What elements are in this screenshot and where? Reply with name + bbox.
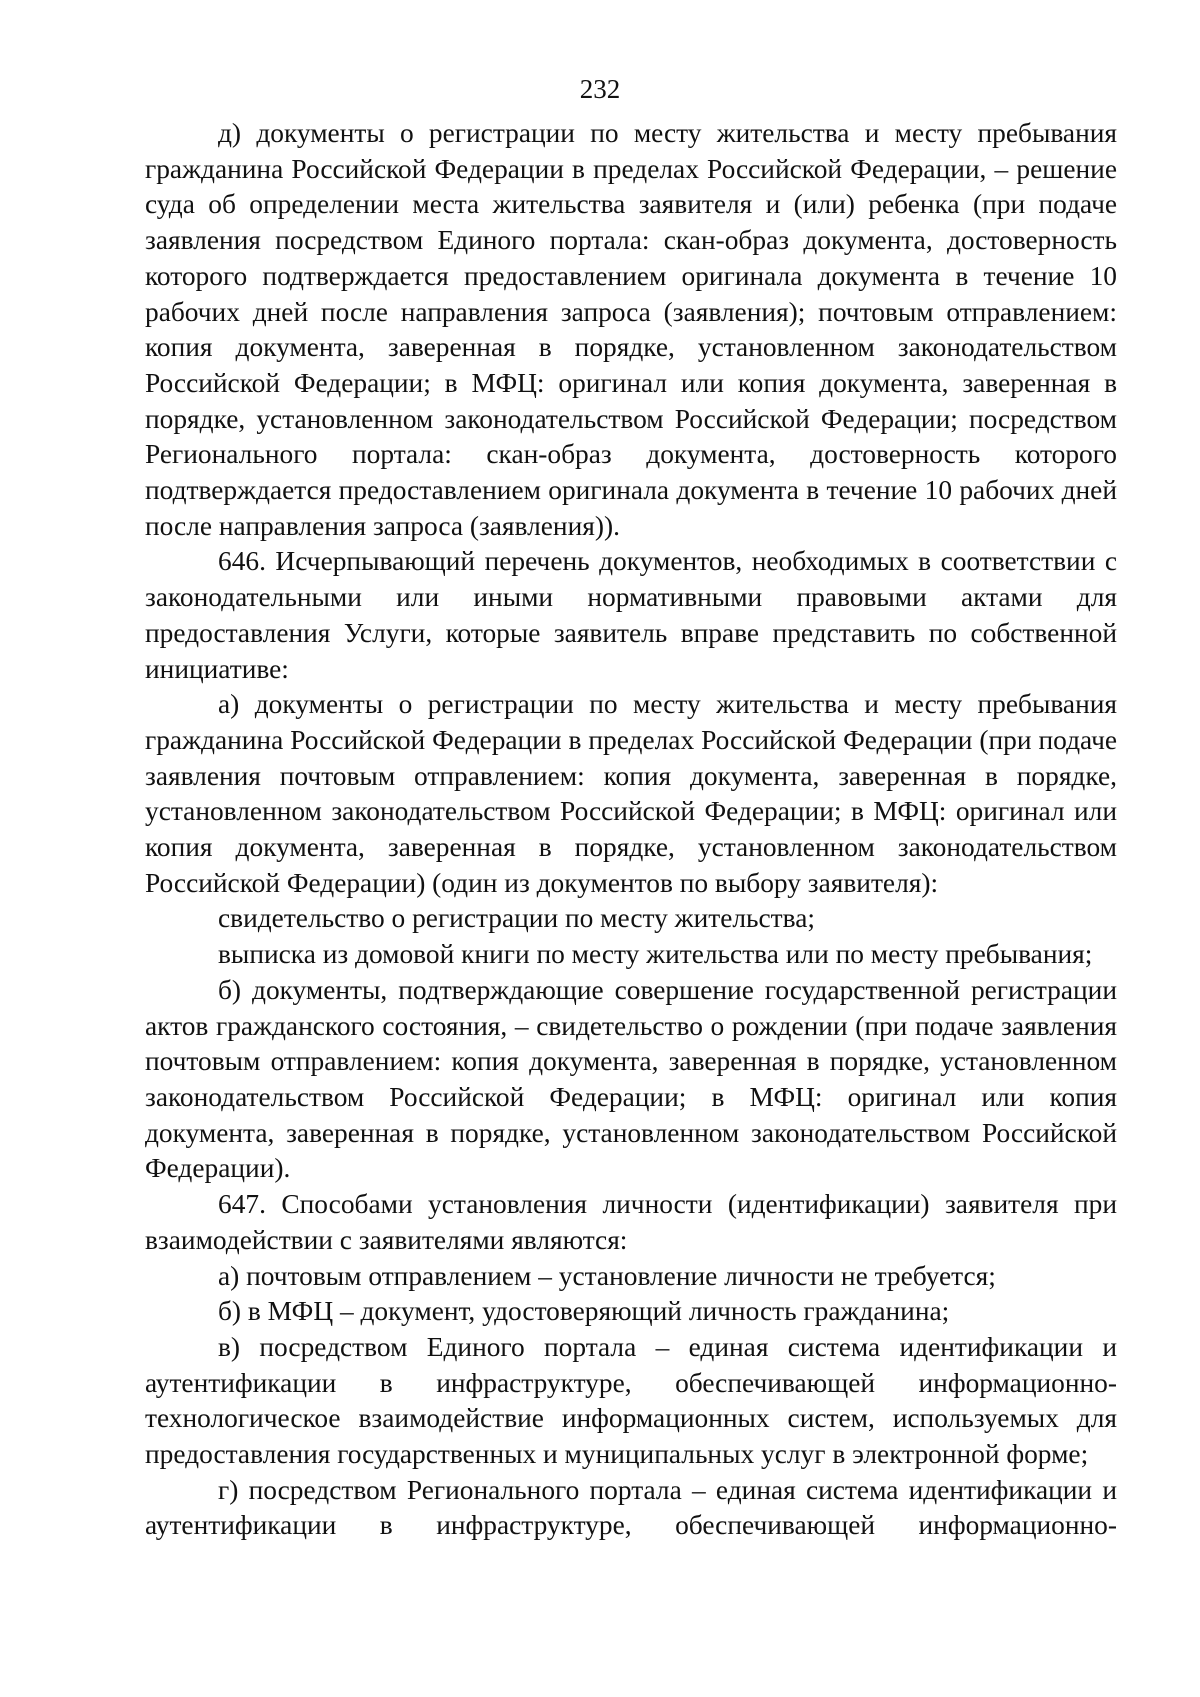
- list-item-postal: а) почтовым отправлением – установление личности не требуется;: [218, 1260, 996, 1291]
- page-number: 232: [579, 74, 621, 104]
- paragraph-646-document-list: 646. Исчерпывающий перечень документов, необходимых в соответствии с законодательными или иными нормативными правовыми актами для предоставления Услуги, которые заявитель вправе представить по собственной инициативе:: [145, 546, 1117, 684]
- paragraph-b-civil-status-documents: б) документы, подтверждающие совершение государственной регистрации актов гражданского состояния, – свидетельство о рождении (при подаче заявления почтовым отправлением: копия документа, заверенная в порядке, установленном законодательством Российской Федерации; в МФЦ: оригинал или копия документа, заверенная в порядке, установленном законодательством Российской Федерации).: [145, 974, 1117, 1184]
- list-item-mfc: б) в МФЦ – документ, удостоверяющий личность гражданина;: [218, 1296, 950, 1327]
- paragraph-647-identification-methods: 647. Способами установления личности (идентификации) заявителя при взаимодействии с заявителями являются:: [145, 1189, 1117, 1255]
- document-body: [145, 116, 1117, 1544]
- list-item-regional-portal: г) посредством Регионального портала – единая система идентификации и аутентификации в инфраструктуре, обеспечивающей информационно-: [145, 1474, 1117, 1541]
- list-item-unified-portal: в) посредством Единого портала – единая система идентификации и аутентификации в инфраструктуре, обеспечивающей информационно-технологическое взаимодействие информационных систем, используемых для предоставления государственных и муниципальных услуг в электронной форме;: [145, 1331, 1117, 1470]
- paragraph-d-registration-documents: д) документы о регистрации по месту жительства и месту пребывания гражданина Российской Федерации в пределах Российской Федерации, – решение суда об определении места жительства заявителя и (или) ребенка (при подаче заявления посредством Единого портала: скан-образ документа, достоверность которого подтверждается предоставлением оригинала документа в течение 10 рабочих дней после направления запроса (заявления); почтовым отправлением: копия документа, заверенная в порядке, установленном законодательством Российской Федерации; в МФЦ: оригинал или копия документа, заверенная в порядке, установленном законодательством Российской Федерации; посредством Регионального портала: скан-образ документа, достоверность которого подтверждается предоставлением оригинала документа в течение 10 рабочих дней после направления запроса (заявления)).: [145, 118, 1117, 541]
- list-item-registration-certificate: свидетельство о регистрации по месту жительства;: [218, 903, 815, 934]
- list-item-house-book-extract: выписка из домовой книги по месту жительства или по месту пребывания;: [218, 939, 1093, 970]
- paragraph-a-registration-documents: а) документы о регистрации по месту жительства и месту пребывания гражданина Российской Федерации в пределах Российской Федерации (при подаче заявления почтовым отправлением: копия документа, заверенная в порядке, установленном законодательством Российской Федерации; в МФЦ: оригинал или копия документа, заверенная в порядке, установленном законодательством Российской Федерации) (один из документов по выбору заявителя):: [145, 689, 1117, 898]
